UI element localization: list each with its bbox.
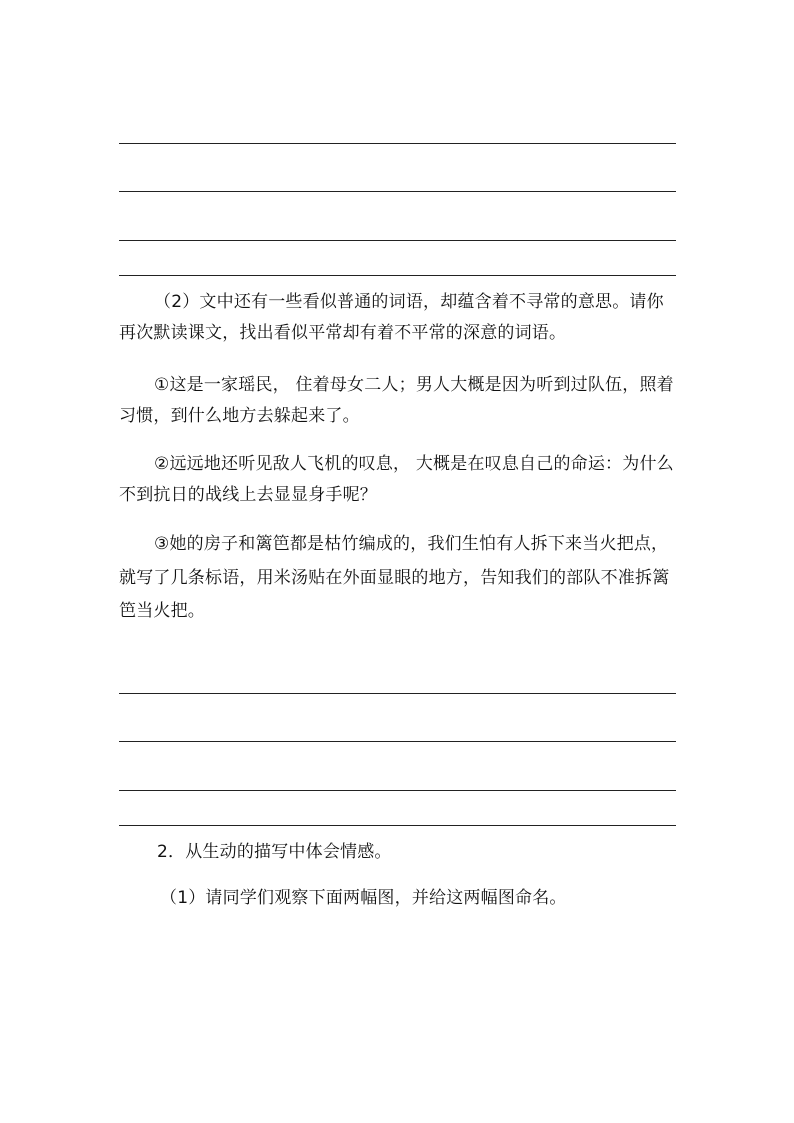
answer-line[interactable]	[119, 240, 676, 241]
quote-3-line-3: 笆当火把。	[119, 601, 205, 621]
quote-2-line-2: 不到抗日的战线上去显显身手呢？	[119, 485, 377, 505]
answer-line[interactable]	[119, 790, 676, 791]
quote-3-line-2: 就写了几条标语，用米汤贴在外面显眼的地方，告知我们的部队不准拆篱	[119, 568, 670, 588]
section-2-question-1: （1）请同学们观察下面两幅图，并给这两幅图命名。	[160, 888, 567, 908]
quote-3-line-1: ③她的房子和篱笆都是枯竹编成的，我们生怕有人拆下来当火把点，	[154, 534, 669, 554]
quote-1-line-1: ①这是一家瑶民， 住着母女二人；男人大概是因为听到过队伍，照着	[154, 375, 674, 395]
answer-line[interactable]	[119, 693, 676, 694]
answer-line[interactable]	[119, 143, 676, 144]
quote-2-line-1: ②远远地还听见敌人飞机的叹息， 大概是在叹息自己的命运：为什么	[154, 454, 674, 474]
answer-line[interactable]	[119, 275, 676, 276]
answer-line[interactable]	[119, 825, 676, 826]
question-2-line-1: （2）文中还有一些看似普通的词语，却蕴含着不寻常的意思。请你	[154, 292, 664, 312]
answer-line[interactable]	[119, 191, 676, 192]
section-2-heading: 2．从生动的描写中体会情感。	[157, 842, 392, 862]
question-2-line-2: 再次默读课文，找出看似平常却有着不平常的深意的词语。	[119, 323, 567, 343]
quote-1-line-2: 习惯，到什么地方去躲起来了。	[119, 406, 360, 426]
answer-line[interactable]	[119, 741, 676, 742]
